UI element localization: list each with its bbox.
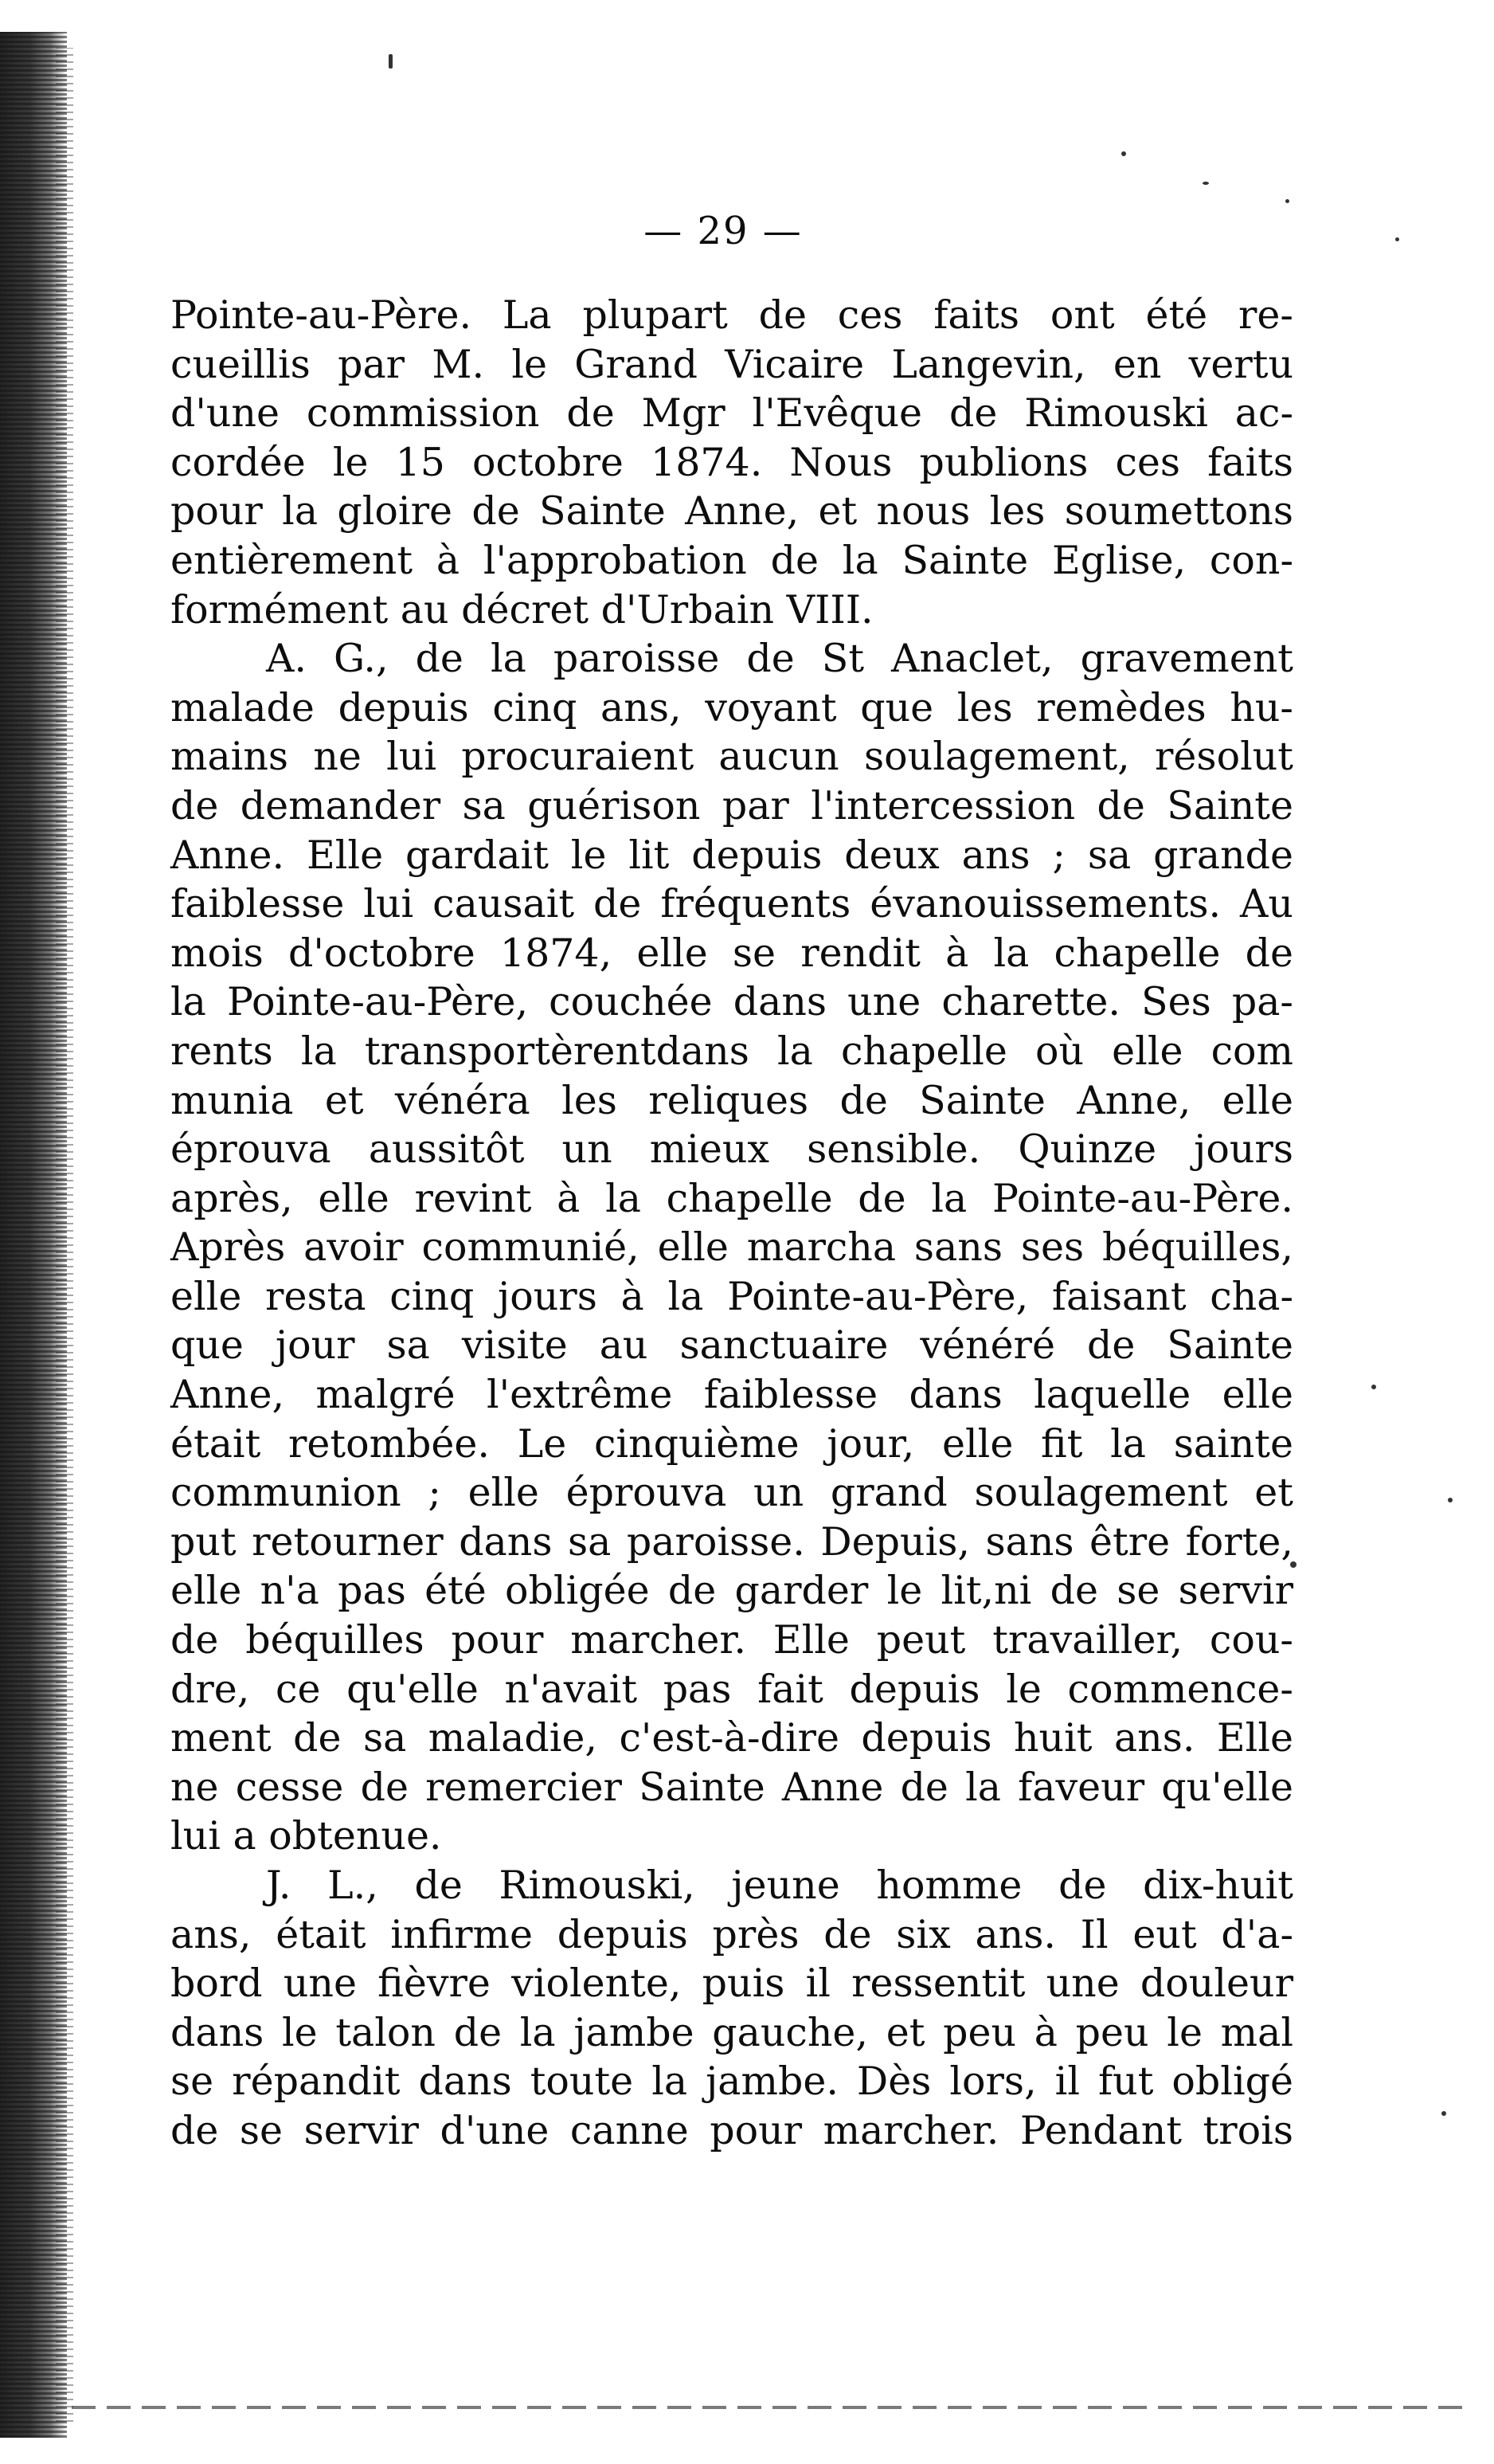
text-line: de demander sa guérison par l'intercession de Sainte: [170, 782, 1293, 829]
text-line: formément au décret d'Urbain VIII.: [170, 586, 874, 633]
scan-speck: [389, 54, 393, 69]
text-line: A. G., de la paroisse de St Anaclet, gravement: [266, 636, 1293, 682]
text-line: de se servir d'une canne pour marcher. Pendant trois: [170, 2107, 1293, 2153]
text-line: elle resta cinq jours à la Pointe-au-Père, faisant cha-: [170, 1273, 1293, 1319]
text-line: après, elle revint à la chapelle de la Pointe-au-Père.: [170, 1175, 1293, 1221]
text-line: malade depuis cinq ans, voyant que les remèdes hu-: [170, 684, 1293, 731]
scan-speck: [1121, 151, 1126, 156]
text-line: put retourner dans sa paroisse. Depuis, sans être forte,: [170, 1518, 1293, 1565]
text-line: que jour sa visite au sanctuaire vénéré de Sainte: [170, 1322, 1293, 1369]
page-number: [0, 209, 1494, 253]
text-line: rents la transportèrentdans la chapelle où elle com: [170, 1028, 1293, 1074]
text-line: mois d'octobre 1874, elle se rendit à la chapelle de: [170, 930, 1293, 976]
text-line: la Pointe-au-Père, couchée dans une charette. Ses pa-: [170, 979, 1293, 1025]
scan-speck: [1203, 182, 1209, 185]
scan-speck: [1285, 199, 1289, 203]
text-line: dre, ce qu'elle n'avait pas fait depuis le commence-: [170, 1666, 1293, 1712]
text-line: se répandit dans toute la jambe. Dès lors, il fut obligé: [170, 2059, 1293, 2105]
text-line: éprouva aussitôt un mieux sensible. Quinze jours: [170, 1126, 1293, 1173]
text-line: lui a obtenue.: [170, 1813, 442, 1859]
body-text: [170, 291, 1293, 2156]
text-line: faiblesse lui causait de fréquents évanouissements. Au: [170, 881, 1293, 927]
scan-speck: [1371, 1385, 1376, 1389]
text-line: Après avoir communié, elle marcha sans ses béquilles,: [170, 1224, 1293, 1271]
scan-speck: [1441, 2111, 1446, 2116]
text-line: ment de sa maladie, c'est-à-dire depuis huit ans. Elle: [170, 1715, 1293, 1761]
text-line: de béquilles pour marcher. Elle peut travailler, cou-: [170, 1617, 1293, 1663]
text-line: mains ne lui procuraient aucun soulagement, résolut: [170, 734, 1293, 780]
text-line: elle n'a pas été obligée de garder le lit,ni de se servir: [170, 1568, 1293, 1614]
text-line: ne cesse de remercier Sainte Anne de la faveur qu'elle: [170, 1764, 1293, 1810]
text-line: pour la gloire de Sainte Anne, et nous les soumettons: [170, 488, 1293, 535]
text-line: Anne, malgré l'extrême faiblesse dans laquelle elle: [170, 1372, 1293, 1418]
text-line: communion ; elle éprouva un grand soulagement et: [170, 1470, 1293, 1516]
text-line: était retombée. Le cinquième jour, elle fit la sainte: [170, 1420, 1293, 1467]
text-line: ans, était infirme depuis près de six ans. Il eut d'a-: [170, 1911, 1293, 1957]
text-line: cordée le 15 octobre 1874. Nous publions ces faits: [170, 439, 1293, 485]
text-line: munia et vénéra les reliques de Sainte Anne, elle: [170, 1077, 1293, 1123]
scan-speck: [1448, 1498, 1453, 1502]
text-line: J. L., de Rimouski, jeune homme de dix-huit: [266, 1863, 1293, 1908]
text-line: entièrement à l'approbation de la Sainte Eglise, con-: [170, 537, 1293, 583]
text-line: dans le talon de la jambe gauche, et peu à peu le mal: [170, 2009, 1293, 2055]
page-number-text: — 29 —: [643, 209, 803, 253]
scan-bottom-edge: [72, 2406, 1473, 2409]
text-line: d'une commission de Mgr l'Evêque de Rimouski ac-: [170, 390, 1293, 437]
text-line: cueillis par M. le Grand Vicaire Langevin, en vertu: [170, 341, 1293, 387]
text-line: bord une fièvre violente, puis il ressentit une douleur: [170, 1961, 1293, 2007]
text-line: Pointe-au-Père. La plupart de ces faits ont été re-: [170, 292, 1293, 338]
text-line: Anne. Elle gardait le lit depuis deux ans ; sa grande: [170, 832, 1293, 878]
binding-edge-shadow: [56, 48, 73, 2422]
